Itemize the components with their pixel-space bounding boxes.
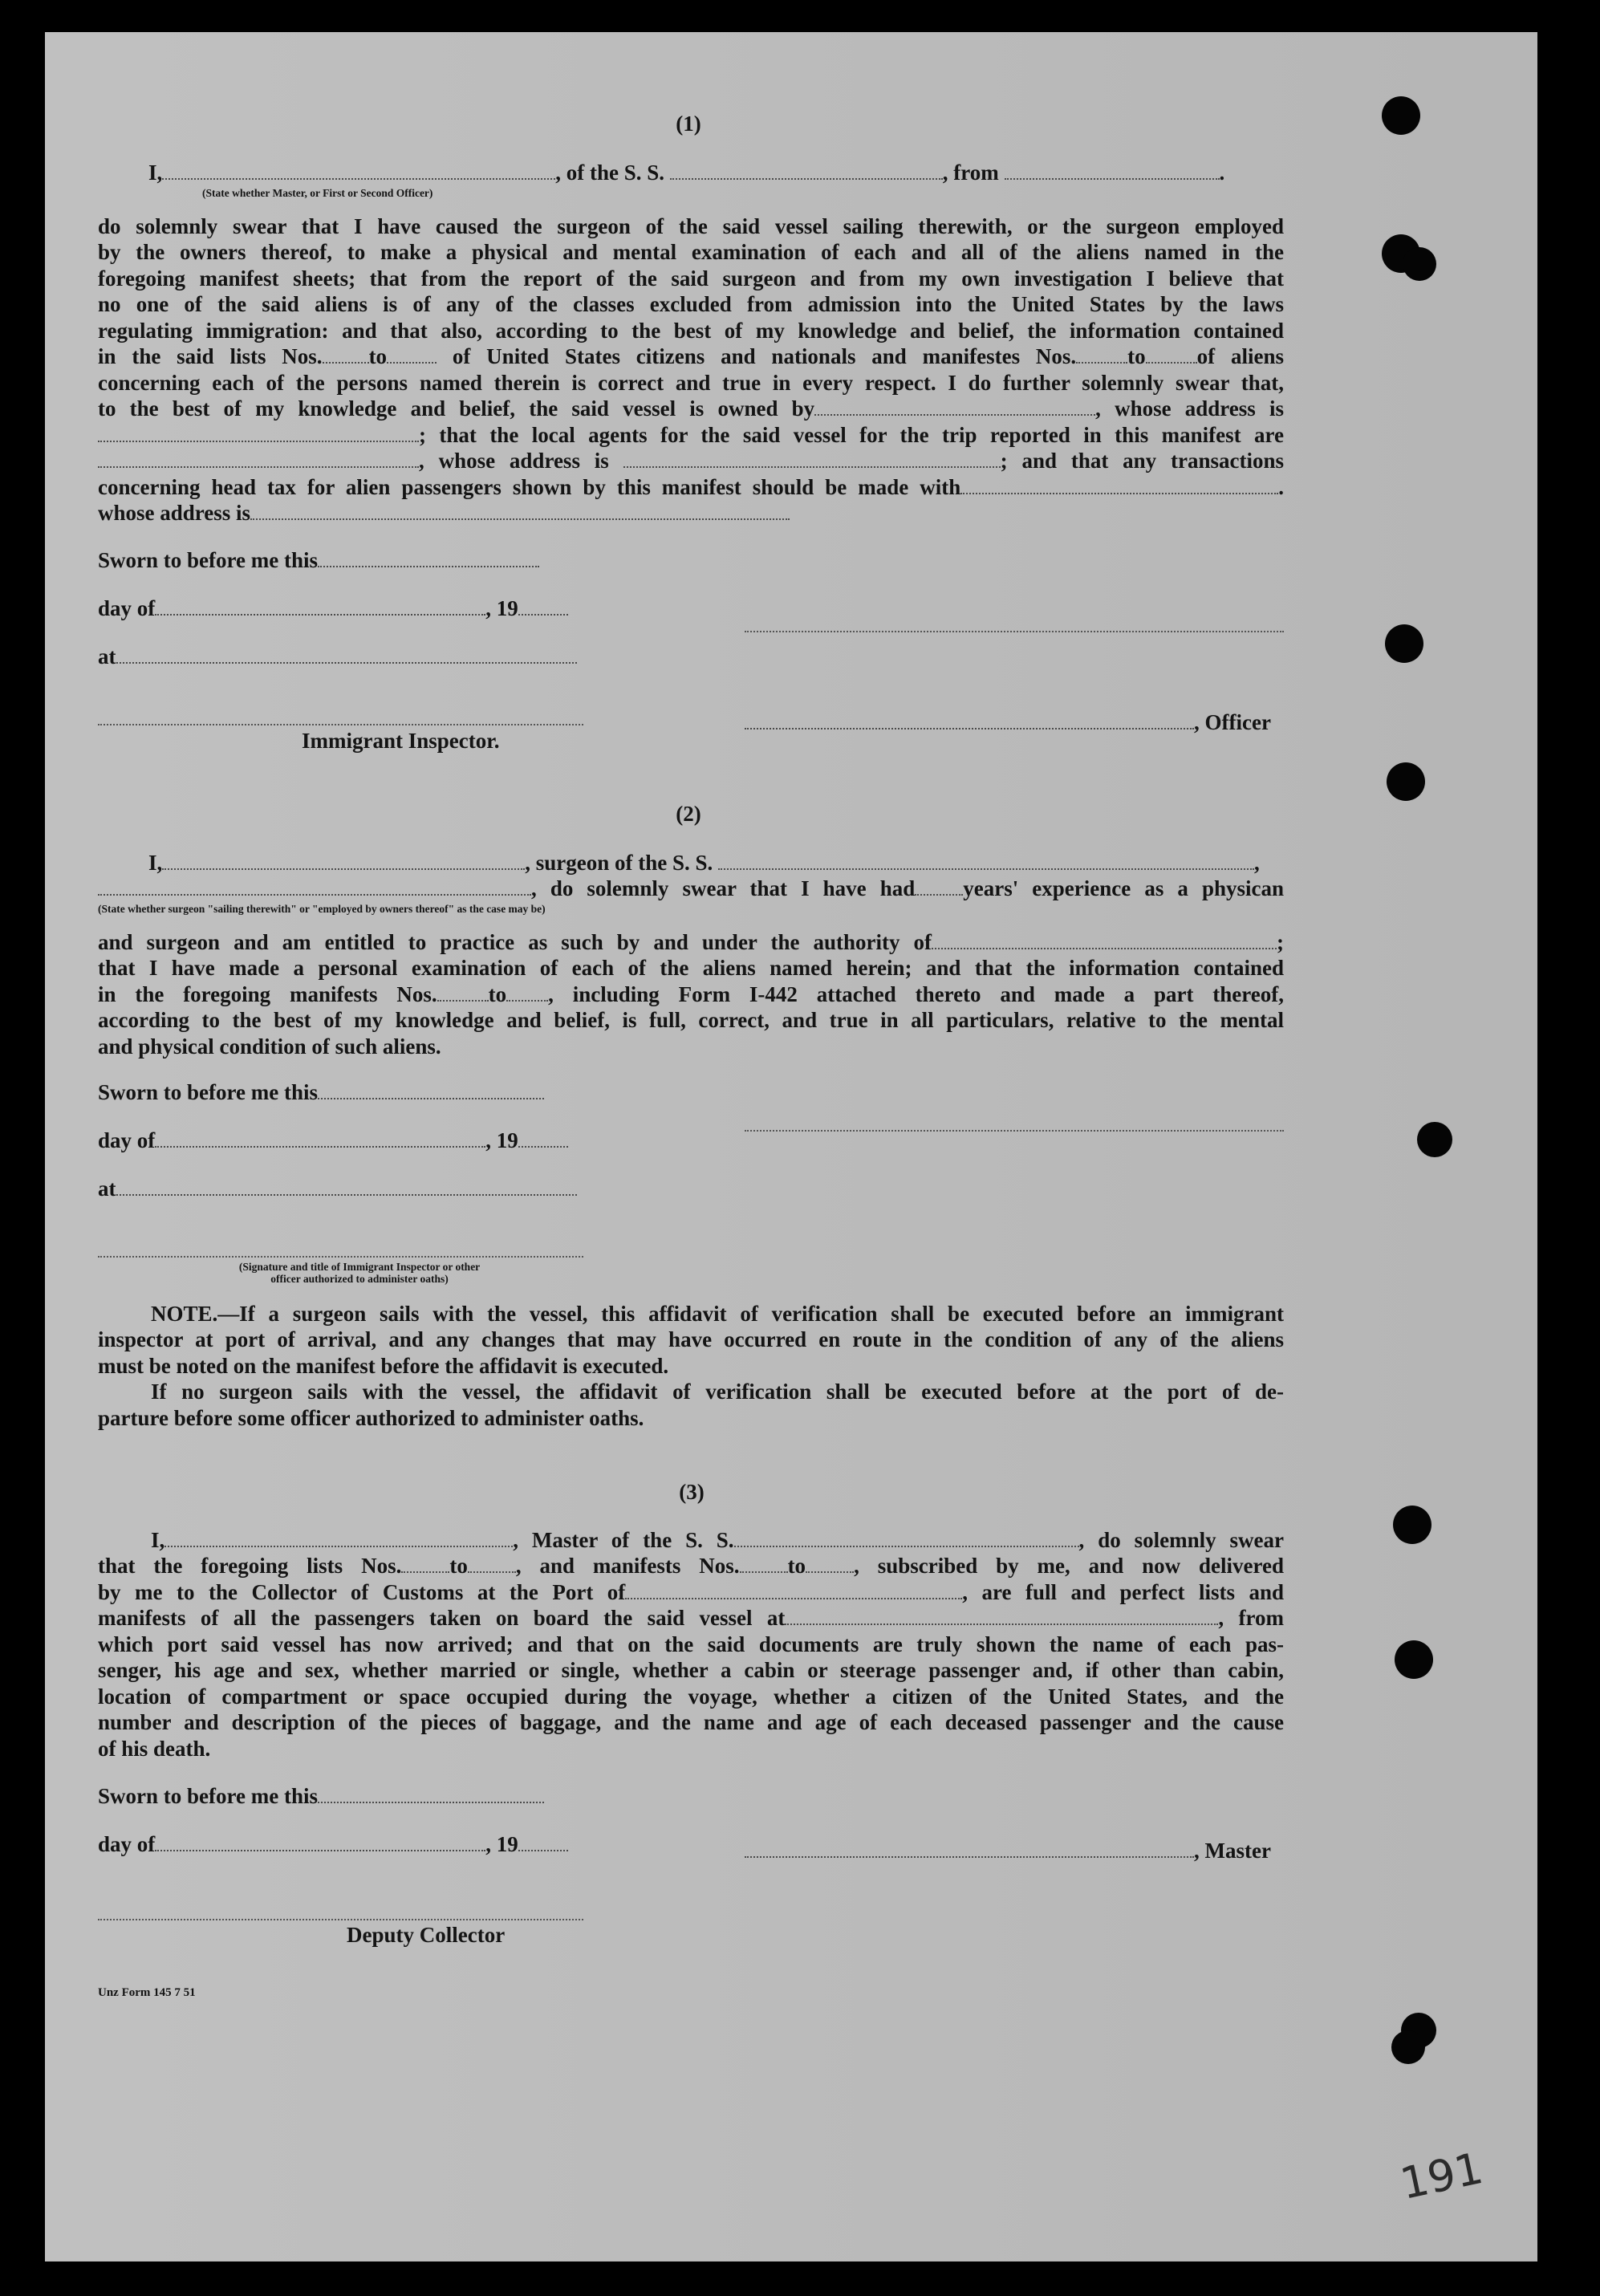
surgeon-status-instruction: (State whether surgeon "sailing therewith" or "employed by owners thereof" as the case may be) <box>98 903 546 915</box>
sec1-owner-line: to the best of my knowledge and belief, the said vessel is owned by , whose address is <box>98 396 1284 421</box>
sec2-manifests-to-field[interactable] <box>506 983 548 1002</box>
owner-address-field[interactable] <box>98 424 419 442</box>
surgeon-name-field[interactable] <box>162 851 525 870</box>
sec3-sworn-line: Sworn to before me this <box>98 1783 544 1809</box>
sec2-paragraph-line: according to the best of my knowledge and belief, is full, correct, and true in all particulars, relative to the mental <box>98 1008 1284 1032</box>
sec1-paragraph-line: by the owners thereof, to make a physical and mental examination of each and all of the aliens named in the <box>98 240 1284 264</box>
local-agents-field[interactable] <box>98 449 419 468</box>
sec3-paragraph-line: number and description of the pieces of baggage, and the name and age of each deceased passenger and the cause <box>98 1710 1284 1734</box>
surgeon-status-field[interactable] <box>98 877 531 896</box>
sec1-paragraph-line: do solemnly swear that I have caused the surgeon of the said vessel sailing therewith, or the surgeon employed <box>98 214 1284 238</box>
manifests-from-field[interactable] <box>1076 345 1127 364</box>
handwritten-page-number: 191 <box>1395 2142 1488 2210</box>
punch-hole <box>1382 96 1420 135</box>
section-1-number: (1) <box>676 112 701 136</box>
punch-hole <box>1387 762 1425 801</box>
sec1-officer-line: , Officer <box>745 709 1271 735</box>
owner-field[interactable] <box>814 397 1095 416</box>
note-line: parture before some officer authorized to administer oaths. <box>98 1406 644 1430</box>
lists-to-field[interactable] <box>387 345 437 364</box>
sec1-agents-line: ; that the local agents for the said vessel for the trip reported in this manifest are <box>98 422 1284 449</box>
agents-address-field[interactable] <box>623 449 1001 468</box>
sec2-sworn-line: Sworn to before me this <box>98 1079 544 1105</box>
sec2-manifests-from-field[interactable] <box>437 983 489 1002</box>
sec2-vessel-name-field[interactable] <box>718 851 1254 870</box>
departure-port-field[interactable] <box>1005 161 1220 180</box>
surgeon-signature-line[interactable] <box>745 1130 1284 1132</box>
deputy-collector-label: Deputy Collector <box>347 1923 506 1947</box>
punch-hole <box>1391 2030 1425 2064</box>
note-line: inspector at port of arrival, and any changes that may have occurred en route in the condition of any of the aliens <box>98 1327 1284 1351</box>
sec2-line1: I, , surgeon of the S. S. , <box>148 851 1260 875</box>
rank-instruction: (State whether Master, or First or Second Officer) <box>202 187 433 199</box>
sworn-place-field[interactable] <box>116 645 577 664</box>
sec3-paragraph-line: location of compartment or space occupied during the voyage, whether a citizen of the United States, and the <box>98 1684 1284 1709</box>
sec3-port-line: by me to the Collector of Customs at the Port of , are full and perfect lists and <box>98 1580 1284 1604</box>
head-tax-address-field[interactable] <box>250 502 790 520</box>
sec3-sworn-month-field[interactable] <box>155 1833 485 1851</box>
sec1-lists-line: in the said lists Nos. to of United States citizens and nationals and manifestes Nos. to of aliens <box>98 344 1284 368</box>
signature-instruction-1: (Signature and title of Immigrant Inspector or other <box>238 1261 481 1273</box>
note-line: NOTE.—If a surgeon sails with the vessel, this affidavit of verification shall be executed before an immigrant <box>151 1302 1284 1326</box>
sec2-manifests-line: in the foregoing manifests Nos. to , including Form I-442 attached thereto and made a part thereof, <box>98 982 1284 1006</box>
manifests-to-field[interactable] <box>1146 345 1197 364</box>
arrival-port-field[interactable] <box>625 1581 962 1599</box>
sec3-lists-line: that the foregoing lists Nos. to , and manifests Nos. to , subscribed by me, and now delivered <box>98 1554 1284 1578</box>
sec2-sworn-year-field[interactable] <box>518 1129 568 1148</box>
sec2-inspector-signature-line[interactable] <box>98 1256 583 1258</box>
note-line: must be noted on the manifest before the affidavit is executed. <box>98 1354 669 1378</box>
punch-hole <box>1393 1506 1431 1544</box>
sec1-paragraph-line: regulating immigration: and that also, according to the best of my knowledge and belief, the information contained <box>98 319 1284 343</box>
sec1-at-line: at <box>98 644 577 669</box>
sec1-paragraph-line: no one of the said aliens is of any of the classes excluded from admission into the United States by the laws <box>98 292 1284 316</box>
sec3-boarding-line: manifests of all the passengers taken on board the said vessel at , from <box>98 1606 1284 1630</box>
sec2-dayof-line: day of , 19 <box>98 1128 568 1153</box>
sec1-dayof-line: day of , 19 <box>98 595 568 621</box>
sworn-day-field[interactable] <box>318 549 539 567</box>
sec2-at-line: at <box>98 1176 577 1201</box>
sworn-year-field[interactable] <box>518 597 568 616</box>
sec3-line1: I, , Master of the S. S. , do solemnly swear <box>151 1528 1284 1552</box>
sec3-dayof-line: day of , 19 <box>98 1831 568 1857</box>
form-number: Unz Form 145 7 51 <box>98 1986 196 1999</box>
signature-instruction-2: officer authorized to administer oaths) <box>270 1273 449 1285</box>
officer-rank-field[interactable] <box>162 161 555 180</box>
boarding-port-field[interactable] <box>785 1607 1218 1625</box>
sec2-paragraph-line: and physical condition of such aliens. <box>98 1034 441 1059</box>
master-signature-field[interactable] <box>745 1839 1194 1858</box>
sec1-headtax-line: concerning head tax for alien passengers shown by this manifest should be made with . <box>98 475 1284 499</box>
sec3-vessel-name-field[interactable] <box>734 1529 1079 1547</box>
sec3-paragraph-line: of his death. <box>98 1737 211 1761</box>
sec2-authority-line: and surgeon and am entitled to practice as such by and under the authority of ; <box>98 930 1284 954</box>
punch-hole <box>1403 247 1436 281</box>
sec1-paragraph-line: concerning each of the persons named therein is correct and true in every respect. I do further solemnly swear that, <box>98 371 1284 395</box>
sec1-contact-address-line: whose address is <box>98 500 790 526</box>
sec3-sworn-day-field[interactable] <box>318 1785 544 1803</box>
sec3-sworn-year-field[interactable] <box>518 1833 568 1851</box>
officer-title-field[interactable] <box>745 711 1194 729</box>
sec2-line2: , do solemnly swear that I have had years' experience as a physican <box>98 876 1284 902</box>
sec1-line1: I, , of the S. S. , from . <box>148 161 1225 185</box>
sec3-lists-from-field[interactable] <box>401 1554 449 1573</box>
licensing-authority-field[interactable] <box>932 931 1277 949</box>
sec2-sworn-day-field[interactable] <box>318 1081 544 1099</box>
sec2-paragraph-line: that I have made a personal examination of each of the aliens named herein; and that the information contained <box>98 956 1284 980</box>
lists-from-field[interactable] <box>323 345 369 364</box>
officer-signature-line[interactable] <box>745 631 1284 632</box>
years-experience-field[interactable] <box>915 877 963 896</box>
sec3-manifests-to-field[interactable] <box>806 1554 854 1573</box>
sec2-sworn-place-field[interactable] <box>116 1177 577 1196</box>
deputy-signature-line[interactable] <box>98 1919 583 1920</box>
sec3-lists-to-field[interactable] <box>468 1554 516 1573</box>
sec3-paragraph-line: senger, his age and sex, whether married or single, whether a cabin or steerage passenger and, if other than cabin, <box>98 1658 1284 1682</box>
note-line: If no surgeon sails with the vessel, the affidavit of verification shall be executed before at the port of de- <box>151 1380 1284 1404</box>
immigrant-inspector-label: Immigrant Inspector. <box>302 729 500 753</box>
sec1-paragraph-line: foregoing manifest sheets; that from the report of the said surgeon and from my own investigation I believe that <box>98 266 1284 291</box>
sworn-month-field[interactable] <box>155 597 485 616</box>
section-3-number: (3) <box>679 1480 705 1504</box>
section-2-number: (2) <box>676 802 701 826</box>
punch-hole <box>1417 1122 1452 1157</box>
sec3-master-line: , Master <box>745 1838 1271 1863</box>
sec1-agent-address-line: , whose address is ; and that any transactions <box>98 448 1284 474</box>
punch-hole <box>1385 624 1423 663</box>
sec1-sworn-line: Sworn to before me this <box>98 547 539 573</box>
sec3-paragraph-line: which port said vessel has now arrived; and that on the said documents are truly shown the name of each pas- <box>98 1632 1284 1656</box>
head-tax-contact-field[interactable] <box>960 476 1278 494</box>
master-name-field[interactable] <box>164 1529 513 1547</box>
inspector-signature-line[interactable] <box>98 724 583 725</box>
sec3-manifests-from-field[interactable] <box>740 1554 788 1573</box>
vessel-name-field[interactable] <box>670 161 943 180</box>
punch-hole <box>1395 1640 1433 1679</box>
sec2-sworn-month-field[interactable] <box>155 1129 485 1148</box>
